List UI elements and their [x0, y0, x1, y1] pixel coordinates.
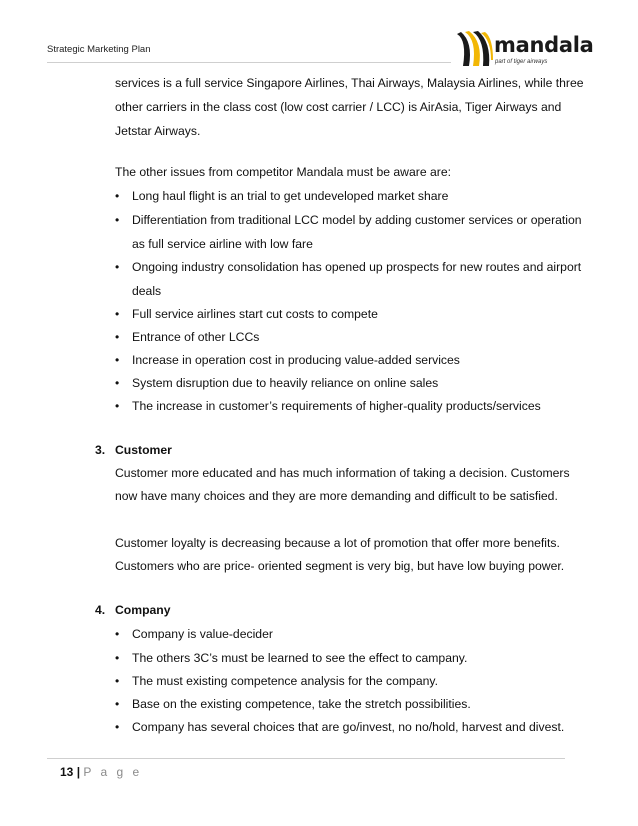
- list-item: Increase in operation cost in producing value-added services: [132, 353, 460, 367]
- list-item: Entrance of other LCCs: [132, 330, 260, 344]
- customer-paragraph-line: Customers who are price- oriented segment is very big, but have low buying power.: [115, 559, 565, 573]
- document-title: Strategic Marketing Plan: [47, 44, 151, 55]
- bullet-icon: •: [115, 399, 120, 413]
- logo-tagline: part of tiger airways: [495, 59, 548, 65]
- bullet-icon: •: [115, 330, 120, 344]
- page-footer: [60, 765, 142, 779]
- list-item-continuation: deals: [132, 284, 162, 298]
- section-heading-customer: Customer: [115, 443, 172, 457]
- bullet-icon: •: [115, 353, 120, 367]
- bullet-icon: •: [115, 627, 120, 641]
- logo-wordmark: mandala: [494, 33, 594, 57]
- list-item: Ongoing industry consolidation has opened up prospects for new routes and airport: [132, 260, 582, 274]
- bullet-icon: •: [115, 307, 120, 321]
- page-number: 13: [60, 765, 74, 779]
- footer-separator: |: [76, 765, 81, 779]
- customer-paragraph-line: Customer loyalty is decreasing because a lot of promotion that offer more benefits.: [115, 536, 560, 550]
- list-item: Long haul flight is an trial to get undeveloped market share: [132, 189, 449, 203]
- intro-line: services is a full service Singapore Airlines, Thai Airways, Malaysia Airlines, while three: [115, 76, 584, 90]
- bullet-icon: •: [115, 260, 120, 274]
- tiger-stripes-icon: [453, 30, 493, 70]
- list-item: Company has several choices that are go/invest, no no/hold, harvest and divest.: [132, 720, 565, 734]
- list-item: Company is value-decider: [132, 627, 273, 641]
- list-item: The others 3C’s must be learned to see the effect to campany.: [132, 651, 468, 665]
- list-item: Full service airlines start cut costs to compete: [132, 307, 378, 321]
- bullet-icon: •: [115, 697, 120, 711]
- bullet-icon: •: [115, 720, 120, 734]
- list-item: System disruption due to heavily reliance on online sales: [132, 376, 439, 390]
- page-label: P a g e: [83, 765, 143, 779]
- mandala-logo: [453, 30, 593, 78]
- bullet-icon: •: [115, 213, 120, 227]
- bullet-icon: •: [115, 376, 120, 390]
- bullet-icon: •: [115, 651, 120, 665]
- bullet-icon: •: [115, 674, 120, 688]
- bullet-icon: •: [115, 189, 120, 203]
- list-item: The must existing competence analysis for the company.: [132, 674, 438, 688]
- section-heading-company: Company: [115, 603, 171, 617]
- section-number: 3.: [95, 443, 106, 457]
- customer-paragraph-line: Customer more educated and has much information of taking a decision. Customers: [115, 466, 570, 480]
- issues-intro: The other issues from competitor Mandala must be aware are:: [115, 165, 451, 179]
- footer-divider: [47, 758, 565, 759]
- customer-paragraph-line: now have many choices and they are more demanding and difficult to be satisfied.: [115, 489, 558, 503]
- intro-line: Jetstar Airways.: [115, 124, 201, 138]
- list-item: The increase in customer’s requirements of higher-quality products/services: [132, 399, 541, 413]
- list-item: Base on the existing competence, take the stretch possibilities.: [132, 697, 471, 711]
- section-number: 4.: [95, 603, 106, 617]
- list-item: Differentiation from traditional LCC model by adding customer services or operation: [132, 213, 582, 227]
- list-item-continuation: as full service airline with low fare: [132, 237, 313, 251]
- header-divider: [47, 62, 451, 63]
- intro-line: other carriers in the class cost (low cost carrier / LCC) is AirAsia, Tiger Airways and: [115, 100, 562, 114]
